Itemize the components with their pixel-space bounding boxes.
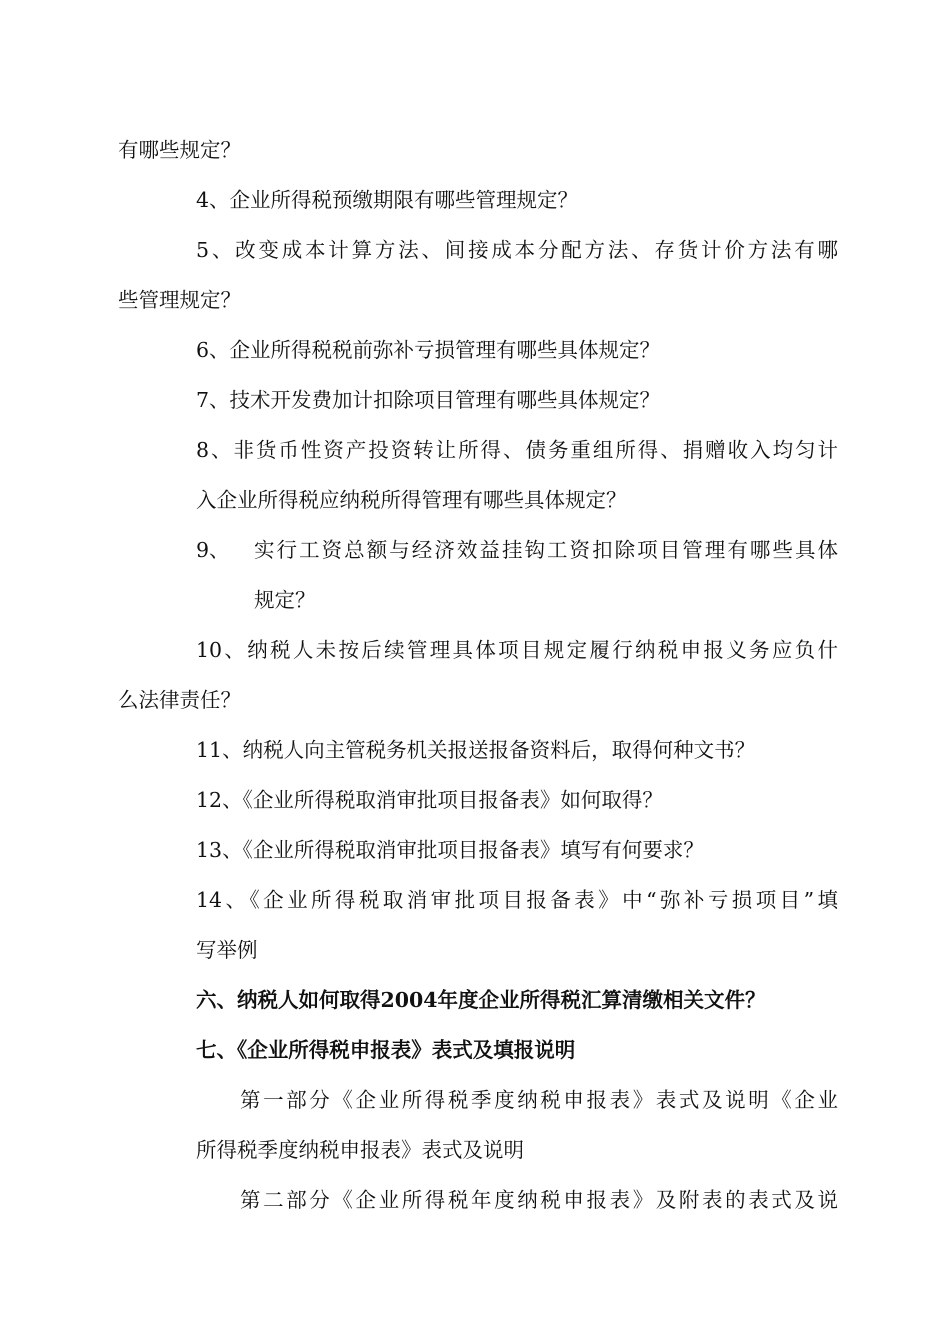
text-line: 些管理规定？ [118,288,241,312]
text-line: 13、《企业所得税取消审批项目报备表》填写有何要求？ [196,838,704,862]
text-line: 实行工资总额与经济效益挂钩工资扣除项目管理有哪些具体 [254,538,838,562]
text-line: 所得税季度纳税申报表》表式及说明 [196,1138,524,1162]
text-line: 6、企业所得税税前弥补亏损管理有哪些具体规定？ [196,338,661,362]
section-heading: 七、《企业所得税申报表》表式及填报说明 [196,1038,576,1062]
text-line: 第一部分《企业所得税季度纳税申报表》表式及说明《企业 [240,1088,838,1112]
text-line: 4、企业所得税预缴期限有哪些管理规定？ [196,188,579,212]
text-line: 11、纳税人向主管税务机关报送报备资料后，取得何种文书？ [196,738,756,762]
text-line: 12、《企业所得税取消审批项目报备表》如何取得？ [196,788,663,812]
text-line: 7、技术开发费加计扣除项目管理有哪些具体规定？ [196,388,661,412]
text-line: 10、纳税人未按后续管理具体项目规定履行纳税申报义务应负什 [196,638,838,662]
text-line: 么法律责任？ [118,688,241,712]
text-line: 入企业所得税应纳税所得管理有哪些具体规定？ [196,488,627,512]
list-number: 9、 [196,538,230,562]
text-line: 写举例 [196,938,258,962]
text-line: 8、非货币性资产投资转让所得、债务重组所得、捐赠收入均匀计 [196,438,838,462]
text-line: 规定？ [254,588,316,612]
text-line: 有哪些规定？ [118,138,241,162]
text-line: 第二部分《企业所得税年度纳税申报表》及附表的表式及说 [240,1188,838,1212]
text-line: 5、改变成本计算方法、间接成本分配方法、存货计价方法有哪 [196,238,838,262]
section-heading: 六、纳税人如何取得2004年度企业所得税汇算清缴相关文件？ [196,988,766,1012]
text-line: 14、《企业所得税取消审批项目报备表》中“弥补亏损项目”填 [196,888,838,912]
